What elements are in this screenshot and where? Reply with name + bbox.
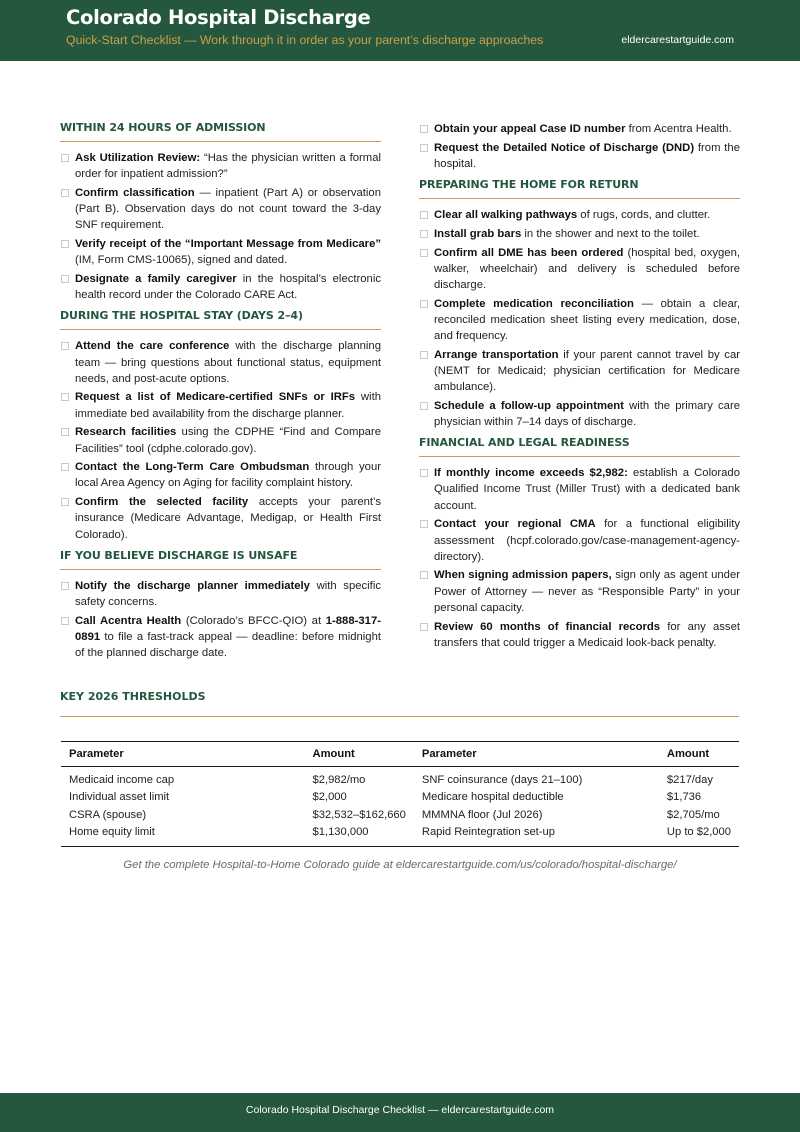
checkbox[interactable] (420, 402, 428, 410)
checklist-item: Confirm the selected facility accepts your parent’s insurance (Medicare Advantage, Medigap, or Health First Colorado). (60, 494, 381, 543)
table-row (61, 806, 739, 824)
checklist-item: Schedule a follow-up appointment with the primary care physician within 7–14 days of discharge. (419, 398, 740, 430)
checkbox[interactable] (420, 571, 428, 579)
table-row (61, 824, 739, 846)
checkbox[interactable] (61, 240, 69, 248)
checkbox[interactable] (61, 582, 69, 590)
section-heading: IF YOU BELIEVE DISCHARGE IS UNSAFE (60, 549, 381, 570)
checkbox[interactable] (420, 249, 428, 257)
column-header: Amount (305, 742, 414, 767)
left-column (60, 121, 381, 664)
header-site-url: eldercarestartguide.com (621, 34, 734, 46)
table-row (61, 767, 739, 789)
checkbox[interactable] (61, 342, 69, 350)
column-header: Parameter (61, 742, 305, 767)
checkbox[interactable] (420, 211, 428, 219)
table-cell: Home equity limit (69, 826, 155, 839)
checklist-item: Designate a family caregiver in the hospital’s electronic health record under the Colorado CARE Act. (60, 271, 381, 303)
checkbox[interactable] (420, 144, 428, 152)
checklist-item: Research facilities using the CDPHE “Find and Compare Facilities” tool (cdphe.colorado.gov). (60, 424, 381, 456)
checklist-item: Confirm all DME has been ordered (hospital bed, oxygen, walker, wheelchair) and delivery is scheduled before discharge. (419, 245, 740, 294)
footer-banner (0, 1093, 800, 1132)
checkbox[interactable] (61, 498, 69, 506)
table-cell: $1,736 (666, 791, 702, 804)
checklist-item: Review 60 months of financial records for any asset transfers that could trigger a Medicaid look-back penalty. (419, 619, 740, 651)
checklist-item: If monthly income exceeds $2,982: establish a Colorado Qualified Income Trust (Miller Trust) with a dedicated bank account. (419, 465, 740, 514)
checklist-item: Install grab bars in the shower and next to the toilet. (419, 226, 740, 242)
section-heading: DURING THE HOSPITAL STAY (DAYS 2–4) (60, 309, 381, 330)
checkbox[interactable] (420, 300, 428, 308)
table-cell: Rapid Reintegration set-up (421, 826, 555, 839)
checkbox[interactable] (420, 623, 428, 631)
table-cell: Medicare hospital deductible (421, 791, 564, 804)
checkbox[interactable] (420, 230, 428, 238)
checkbox[interactable] (420, 125, 428, 133)
right-column (419, 121, 740, 653)
checklist-item: Contact your regional CMA for a functional eligibility assessment (hcpf.colorado.gov/case-management-agency-directory). (419, 516, 740, 565)
checklist-item: Confirm classification — inpatient (Part A) or observation (Part B). Observation days do not count toward the 3-day SNF requirement. (60, 185, 381, 234)
checklist-item: Request the Detailed Notice of Discharge (DND) from the hospital. (419, 140, 740, 172)
checklist-item: Verify receipt of the “Important Message from Medicare” (IM, Form CMS-10065), signed and dated. (60, 236, 381, 268)
table-row (61, 789, 739, 807)
checklist-item: Complete medication reconciliation — obtain a clear, reconciled medication sheet listing every medication, dose, and frequency. (419, 296, 740, 345)
checkbox[interactable] (61, 189, 69, 197)
checklist-item: Clear all walking pathways of rugs, cords, and clutter. (419, 207, 740, 223)
table-cell: SNF coinsurance (days 21–100) (421, 774, 583, 787)
checkbox[interactable] (420, 351, 428, 359)
thresholds-table (61, 741, 739, 847)
checklist-item: Request a list of Medicare-certified SNFs or IRFs with immediate bed availability from the discharge planner. (60, 389, 381, 421)
table-cell: Individual asset limit (69, 791, 170, 804)
table-cell: $2,705/mo (666, 809, 720, 822)
checkbox[interactable] (61, 463, 69, 471)
checkbox[interactable] (61, 393, 69, 401)
thresholds-heading: KEY 2026 THRESHOLDS (60, 690, 739, 717)
checklist-item: Contact the Long-Term Care Ombudsman through your local Area Agency on Aging for facility complaint history. (60, 459, 381, 491)
section-heading: WITHIN 24 HOURS OF ADMISSION (60, 121, 381, 142)
guide-link-text: Get the complete Hospital-to-Home Colorado guide at eldercarestartguide.com/us/colorado/hospital-discharge/ (123, 859, 677, 871)
table-cell: $2,982/mo (312, 774, 366, 787)
table-cell: CSRA (spouse) (69, 809, 147, 822)
section-heading: FINANCIAL AND LEGAL READINESS (419, 436, 740, 457)
table-cell: Medicaid income cap (69, 774, 175, 787)
checkbox[interactable] (61, 428, 69, 436)
checkbox[interactable] (61, 275, 69, 283)
table-cell: $2,000 (312, 791, 347, 804)
table-cell: $217/day (666, 774, 713, 787)
page-subtitle: Quick-Start Checklist — Work through it in order as your parent’s discharge approaches (66, 33, 544, 47)
checklist-item: Arrange transportation if your parent cannot travel by car (NEMT for Medicaid; physician certification for Medicare ambulance). (419, 347, 740, 396)
checklist-item: When signing admission papers, sign only as agent under Power of Attorney — never as “Responsible Party” in your personal capacity. (419, 567, 740, 616)
checklist-item: Ask Utilization Review: “Has the physician written a formal order for inpatient admission?” (60, 150, 381, 182)
footer-text: Colorado Hospital Discharge Checklist — eldercarestartguide.com (245, 1104, 555, 1116)
checkbox[interactable] (61, 617, 69, 625)
column-header: Parameter (414, 742, 659, 767)
section-heading: PREPARING THE HOME FOR RETURN (419, 178, 740, 199)
header-banner (0, 0, 800, 61)
table-cell: $32,532–$162,660 (312, 809, 406, 822)
table-cell: $1,130,000 (312, 826, 369, 839)
checklist-item: Call Acentra Health (Colorado’s BFCC-QIO) at 1-888-317-0891 to file a fast-track appeal — deadline: before midnight of the planned discharge date. (60, 613, 381, 662)
checkbox[interactable] (420, 520, 428, 528)
table-header-row (61, 742, 739, 767)
checklist-item: Attend the care conference with the discharge planning team — bring questions about functional status, equipment needs, and post-acute options. (60, 338, 381, 387)
checkbox[interactable] (420, 469, 428, 477)
checkbox[interactable] (61, 154, 69, 162)
checklist-item: Notify the discharge planner immediately with specific safety concerns. (60, 578, 381, 610)
table-cell: Up to $2,000 (666, 826, 731, 839)
column-header: Amount (659, 742, 739, 767)
page-title: Colorado Hospital Discharge (66, 6, 371, 29)
checklist-item: Obtain your appeal Case ID number from Acentra Health. (419, 121, 740, 137)
table-cell: MMMNA floor (Jul 2026) (421, 809, 543, 822)
